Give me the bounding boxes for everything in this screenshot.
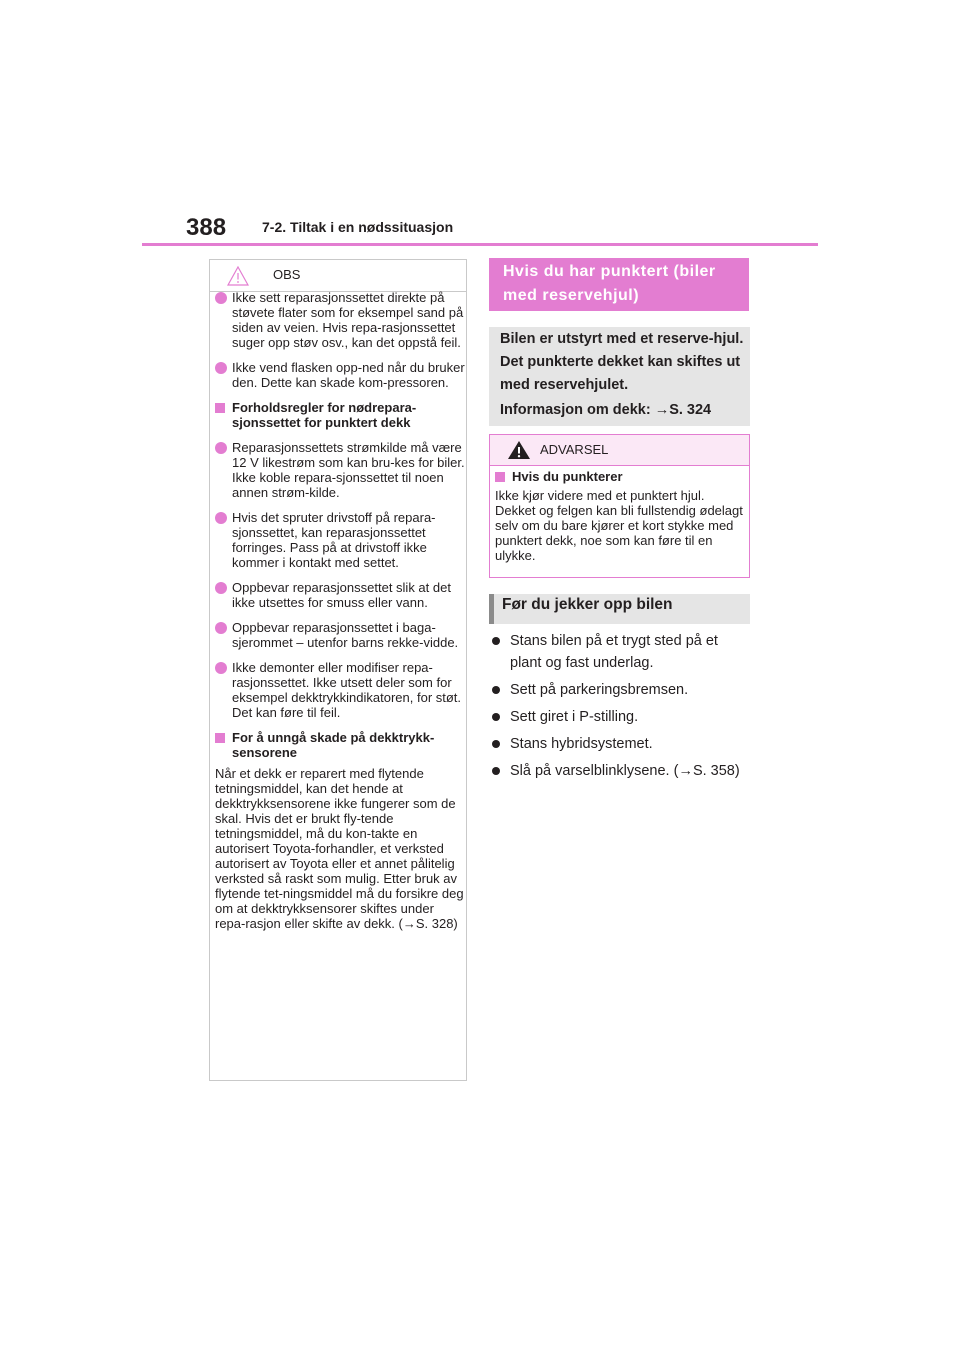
header-rule bbox=[142, 243, 818, 246]
list-item: Ikke vend flasken opp-ned når du bruker den. Dette kan skade kom-pressoren. bbox=[215, 360, 465, 390]
bullet-icon bbox=[215, 622, 227, 634]
warning-triangle-icon bbox=[507, 440, 531, 460]
warning-label: ADVARSEL bbox=[540, 442, 609, 457]
subheading-bar bbox=[489, 594, 750, 624]
list-item: Ikke demonter eller modifiser repa-rasjonssettet. Ikke utsett deler som for eksempel dekktrykkindikatoren, for støt. Det kan føre til feil. bbox=[215, 660, 465, 720]
bullet-icon bbox=[492, 767, 500, 775]
obs-label: OBS bbox=[273, 267, 301, 282]
section-title-band bbox=[489, 258, 749, 311]
step-item: Stans bilen på et trygt sted på et plant og fast underlag. bbox=[492, 630, 750, 674]
bullet-icon bbox=[215, 662, 227, 674]
list-item: Hvis det spruter drivstoff på repara-sjonssettet, kan reparasjonssettet forringes. Pass på at drivstoff ikke kommer i kontakt med settet. bbox=[215, 510, 465, 570]
square-bullet-icon bbox=[215, 403, 225, 413]
bullet-icon bbox=[492, 686, 500, 694]
obs-header bbox=[210, 260, 466, 292]
caution-outline-icon bbox=[227, 266, 249, 286]
warning-box bbox=[489, 434, 750, 578]
page-number: 388 bbox=[186, 214, 227, 241]
bullet-icon bbox=[215, 362, 227, 374]
steps-list bbox=[492, 630, 750, 787]
bullet-icon bbox=[215, 442, 227, 454]
bullet-icon bbox=[215, 512, 227, 524]
subheading: Før du jekker opp bilen bbox=[502, 596, 673, 613]
section-heading: Hvis du har punktert (biler med reservehjul) bbox=[503, 263, 716, 304]
list-item: Reparasjonssettets strømkilde må være 12 V likestrøm som kan bru-kes for biler. Ikke koble repara-sjonssettet til noen annen strøm-kilde. bbox=[215, 440, 465, 500]
bullet-icon bbox=[215, 582, 227, 594]
step-item: Stans hybridsystemet. bbox=[492, 733, 750, 755]
step-item: Sett giret i P-stilling. bbox=[492, 706, 750, 728]
square-bullet-icon bbox=[215, 733, 225, 743]
obs-section-text: Når et dekk er reparert med flytende tetningsmiddel, kan det hende at dekktrykksensorene ikke fungerer som de skal. Hvis det er brukt fly-tende tetningsmiddel, må du kon-takte en autorisert Toyota-forhandler, et verksted autorisert av Toyota eller et annet pålitelig verksted så raskt som mulig. Etter bruk av flytende tet-ningsmiddel må du forsikre deg om at dekktrykksensorer skiftes under repa-rasjon eller skifte av dekk. (→S. 328) bbox=[215, 766, 464, 931]
intro-text: Bilen er utstyrt med et reserve-hjul. Det punkterte dekket kan skiftes ut med reservehjulet. bbox=[500, 331, 744, 393]
bullet-icon bbox=[492, 713, 500, 721]
list-item: Oppbevar reparasjonssettet i baga-sjerommet – utenfor barns rekke-vidde. bbox=[215, 620, 465, 650]
intro-box bbox=[489, 327, 750, 426]
section-title: 7-2. Tiltak i en nødssituasjon bbox=[262, 219, 454, 235]
warning-text: Ikke kjør videre med et punktert hjul. Dekket og felgen kan bli fullstendig ødelagt selv om du bare kjører et kort stykke med punktert dekk, noe som kan føre til en ulykke. bbox=[495, 488, 743, 563]
warning-content bbox=[495, 469, 745, 563]
obs-box bbox=[209, 259, 467, 1081]
info-reference: Informasjon om dekk: →S. 324 bbox=[500, 402, 712, 418]
obs-section-heading: Forholdsregler for nødrepara-sjonssettet for punktert dekk bbox=[215, 400, 465, 430]
obs-section-heading: For å unngå skade på dekktrykk-sensorene bbox=[215, 730, 465, 760]
subheading-accent bbox=[489, 594, 494, 624]
bullet-icon bbox=[492, 637, 500, 645]
bullet-icon bbox=[215, 292, 227, 304]
step-item: Sett på parkeringsbremsen. bbox=[492, 679, 750, 701]
warning-header bbox=[490, 435, 749, 466]
warning-heading: Hvis du punkterer bbox=[495, 469, 745, 484]
obs-content bbox=[215, 290, 465, 941]
list-item: Ikke sett reparasjonssettet direkte på støvete flater som for eksempel sand på siden av veien. Hvis repa-rasjonssettet suger opp støv osv., kan det oppstå feil. bbox=[215, 290, 465, 350]
bullet-icon bbox=[492, 740, 500, 748]
list-item: Oppbevar reparasjonssettet slik at det ikke utsettes for smuss eller vann. bbox=[215, 580, 465, 610]
step-item: Slå på varselblinklysene. (→S. 358) bbox=[492, 760, 750, 782]
square-bullet-icon bbox=[495, 472, 505, 482]
